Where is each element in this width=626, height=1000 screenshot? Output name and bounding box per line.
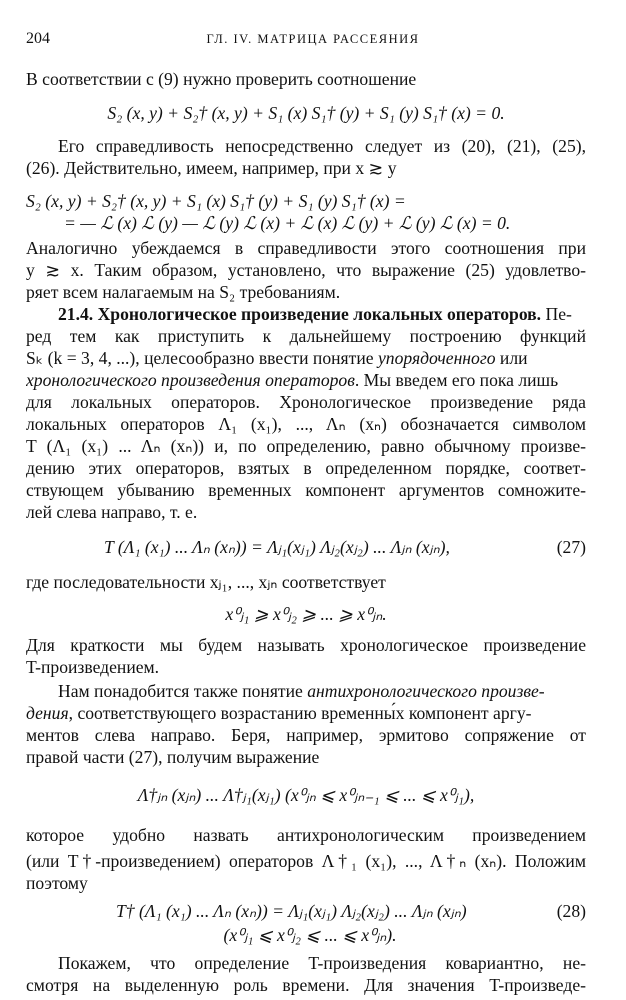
text-line: T (Λ₁ (x₁) ... Λₙ (xₙ)) и, по определению, равно обычному произве- <box>26 436 586 456</box>
equation: = — ℒ (x) ℒ (y) — ℒ (y) ℒ (x) + ℒ (x) ℒ (y) + ℒ (y) ℒ (x) = 0. <box>64 213 511 233</box>
text-line: лей слева направо, т. е. <box>26 502 198 522</box>
text-line <box>26 347 586 369</box>
equation: Λ†ⱼₙ (xⱼₙ) ... Λ†ⱼ₁(xⱼ₁) (x⁰ⱼₙ ⩽ x⁰ⱼₙ₋₁ ⩽ ... ⩽ x⁰ⱼ₁), <box>137 785 475 805</box>
text-line: T-произведением. <box>26 657 160 677</box>
page-number: 204 <box>26 30 50 47</box>
emphasis: хронологического произведения операторов <box>26 370 355 390</box>
text-line: В соответствии с (9) нужно проверить соотношение <box>26 69 417 89</box>
text-line: Покажем, что определение T-произведения ковариантно, не- <box>58 953 586 973</box>
text-line: (26). Действительно, имеем, например, при x ≳ y <box>26 158 397 178</box>
text-fragment: . Мы введем его пока лишь <box>354 370 559 390</box>
text-line: правой части (27), получим выражение <box>26 747 320 767</box>
section-heading-line <box>58 303 586 325</box>
text-line: для локальных операторов. Хронологическое произведение ряда <box>26 392 586 412</box>
text-fragment: Sₖ (k = 3, 4, ...), целесообразно ввести понятие <box>26 348 374 368</box>
equation: S₂ (x, y) + S₂† (x, y) + S₁ (x) S₁† (y) + S₁ (y) S₁† (x) = 0. <box>107 103 505 123</box>
text-line <box>26 369 586 391</box>
emphasis: дения <box>26 703 69 723</box>
equation-27: T (Λ₁ (x₁) ... Λₙ (xₙ)) = Λⱼ₁(xⱼ₁) Λⱼ₂(xⱼ₂) ... Λⱼₙ (xⱼₙ), <box>104 537 450 557</box>
emphasis: упорядоченного <box>377 348 496 368</box>
running-title: ГЛ. IV. МАТРИЦА РАССЕЯНИЯ <box>206 32 420 46</box>
equation-number: (28) <box>556 901 586 921</box>
equation: x⁰ⱼ₁ ⩾ x⁰ⱼ₂ ⩾ ... ⩾ x⁰ⱼₙ. <box>225 604 387 624</box>
emphasis: антихронологического произве- <box>307 681 545 701</box>
text-line: (или T†-произведением) операторов Λ†₁ (x₁), ..., Λ†ₙ (xₙ). Положим <box>26 851 586 871</box>
text-line: ряет всем налагаемым на S₂ требованиям. <box>26 282 341 302</box>
text-line <box>58 680 586 702</box>
text-line: Для краткости мы будем называть хронологическое произведение <box>26 635 586 655</box>
equation: S₂ (x, y) + S₂† (x, y) + S₁ (x) S₁† (y) + S₁ (y) S₁† (x) = <box>26 191 406 211</box>
text-line: Аналогично убеждаемся в справедливости этого соотношения при <box>26 238 586 258</box>
text-line: Его справедливость непосредственно следует из (20), (21), (25), <box>58 136 586 156</box>
text-line: которое удобно назвать антихронологическим произведением <box>26 825 586 845</box>
text-line: y ≳ x. Таким образом, установлено, что выражение (25) удовлетво- <box>26 260 586 280</box>
text-fragment: , соответствующего возрастанию временны́х компонент аргу- <box>68 703 532 723</box>
text-line: ствующем убыванию временных компонент аргументов сомножите- <box>26 480 586 500</box>
text-line: где последовательности xⱼ₁, ..., xⱼₙ соответствует <box>26 572 386 592</box>
section-heading: 21.4. Хронологическое произведение локальных операторов. <box>58 304 542 324</box>
equation-number: (27) <box>556 537 586 557</box>
text-line <box>26 702 586 724</box>
text-line: локальных операторов Λ₁ (x₁), ..., Λₙ (xₙ) обозначается символом <box>26 414 586 434</box>
text-fragment: Пе- <box>541 304 572 324</box>
text-line: ред тем как приступить к дальнейшему построению функций <box>26 326 586 346</box>
text-line: смотря на выделенную роль времени. Для значения T-произведе- <box>26 975 586 995</box>
text-line: поэтому <box>26 873 88 893</box>
equation-28: T† (Λ₁ (x₁) ... Λₙ (xₙ)) = Λⱼ₁(xⱼ₁) Λⱼ₂(xⱼ₂) ... Λⱼₙ (xⱼₙ) <box>116 901 467 921</box>
text-fragment: или <box>499 348 528 368</box>
equation: (x⁰ⱼ₁ ⩽ x⁰ⱼ₂ ⩽ ... ⩽ x⁰ⱼₙ). <box>223 925 397 945</box>
text-fragment: Нам понадобится также понятие <box>58 681 303 701</box>
text-line: дению этих операторов, взятых в определенном порядке, соответ- <box>26 458 586 478</box>
text-line: ментов слева направо. Беря, например, эрмитово сопряжение от <box>26 725 586 745</box>
